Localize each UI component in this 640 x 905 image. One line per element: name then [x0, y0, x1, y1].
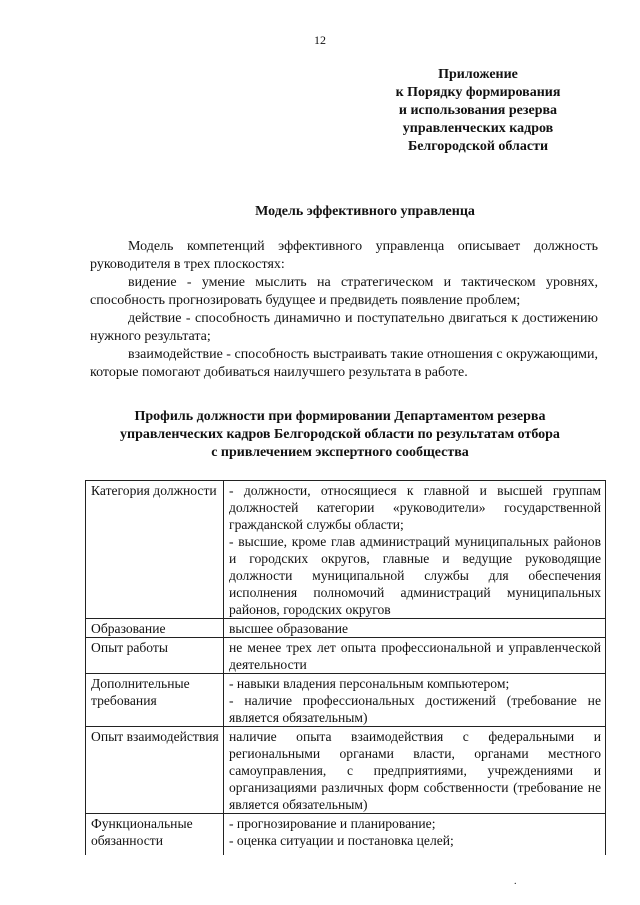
description-cell	[224, 814, 606, 856]
description-line: - высшие, кроме глав администраций муниципальных районов и городских округов, главные и ведущие руководящие должности муниципальной службы для обеспечения исполнения полномочий администраций муниципальных районов, городских округов	[229, 534, 601, 617]
profile-title	[60, 408, 620, 462]
category-cell: Категория должности	[86, 481, 224, 619]
description-line: - навыки владения персональным компьютером;	[229, 676, 510, 691]
intro-text	[90, 238, 598, 382]
appendix-line: управленческих кадров	[402, 121, 554, 136]
description-cell	[224, 674, 606, 727]
description-cell: наличие опыта взаимодействия с федеральными и региональными органами власти, органами местного самоуправления, с предприятиями, учреждениями и организациями различных форм собственности (требование не является обязательным)	[224, 727, 606, 814]
description-line: - наличие профессиональных достижений (требование не является обязательным)	[229, 693, 601, 725]
profile-title-line: Профиль должности при формировании Департаментом резерва	[134, 409, 546, 424]
appendix-line: и использования резерва	[398, 103, 558, 118]
table-row	[86, 619, 606, 638]
description-line: - оценка ситуации и постановка целей;	[229, 833, 454, 848]
table-row	[86, 814, 606, 856]
description-cell: высшее образование	[224, 619, 606, 638]
profile-title-line: управленческих кадров Белгородской области по результатам отбора	[120, 427, 560, 442]
category-cell: Опыт взаимодействия	[86, 727, 224, 814]
intro-paragraph: действие - способность динамично и поступательно двигаться к достижению нужного результата;	[90, 311, 598, 344]
intro-paragraph: Модель компетенций эффективного управленца описывает должность руководителя в трех плоскостях:	[90, 239, 598, 272]
category-cell: Дополнительные требования	[86, 674, 224, 727]
description-line: - прогнозирование и планирование;	[229, 816, 436, 831]
footer-mark: .	[514, 876, 517, 887]
description-cell: не менее трех лет опыта профессиональной и управленческой деятельности	[224, 638, 606, 674]
category-cell: Опыт работы	[86, 638, 224, 674]
model-title: Модель эффективного управленца	[255, 204, 475, 219]
category-cell: Функциональные обязанности	[86, 814, 224, 856]
profile-table	[85, 480, 606, 855]
table-row	[86, 481, 606, 619]
intro-paragraph: видение - умение мыслить на стратегическом и тактическом уровнях, способность прогнозировать будущее и предвидеть появление проблем;	[90, 275, 598, 308]
profile-title-line: с привлечением экспертного сообщества	[211, 445, 469, 460]
page-number: 12	[314, 33, 326, 47]
description-cell	[224, 481, 606, 619]
appendix-line: Белгородской области	[407, 139, 549, 154]
appendix-line: к Порядку формирования	[395, 85, 561, 100]
intro-paragraph: взаимодействие - способность выстраивать такие отношения с окружающими, которые помогают добиваться наилучшего результата в работе.	[90, 347, 598, 380]
category-cell: Образование	[86, 619, 224, 638]
appendix-heading	[372, 66, 584, 156]
table-row	[86, 727, 606, 814]
description-line: - должности, относящиеся к главной и высшей группам должностей категории «руководители» государственной гражданской службы области;	[229, 483, 601, 532]
appendix-line: Приложение	[438, 67, 518, 82]
table-row	[86, 674, 606, 727]
table-row	[86, 638, 606, 674]
